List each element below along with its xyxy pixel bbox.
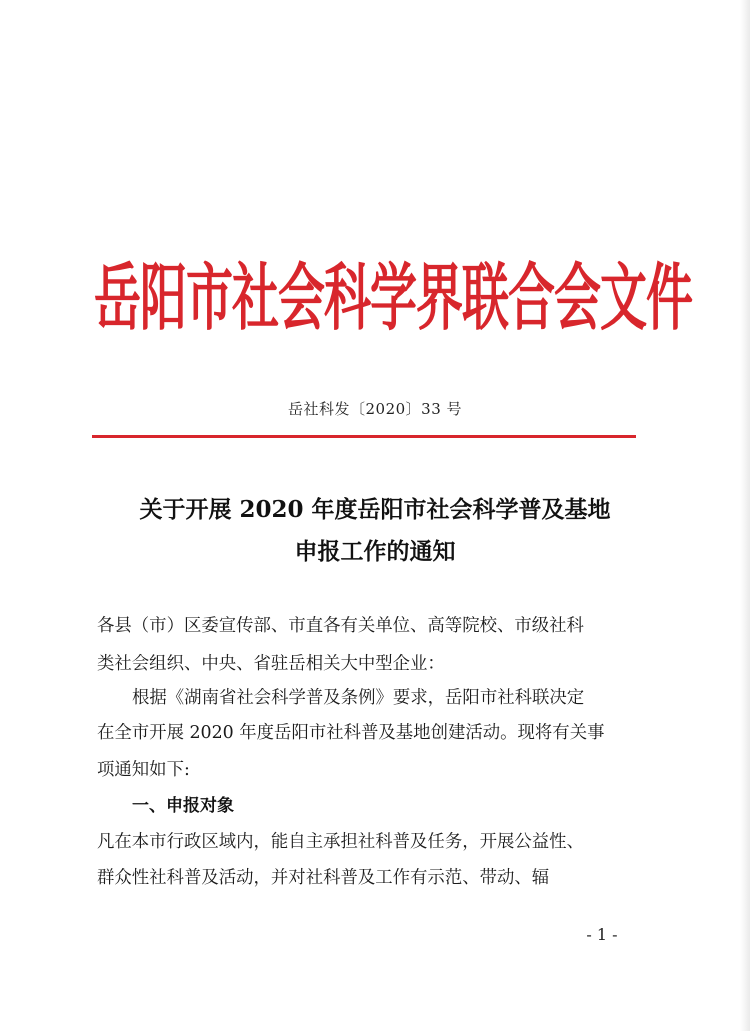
section-1-line-2: 群众性社科普及活动，并对社科普及工作有示范、带动、辐 (97, 868, 550, 888)
notice-title-line-2: 申报工作的通知 (294, 538, 456, 565)
page-number: - 1 - (586, 925, 618, 944)
paragraph-1-line-1: 根据《湖南省社会科学普及条例》要求，岳阳市社科联决定 (132, 688, 585, 708)
addressee-line-1: 各县（市）区委宣传部、市直各有关单位、高等院校、市级社科 (97, 616, 584, 636)
document-number: 岳社科发〔2020〕33 号 (287, 400, 463, 418)
section-1-line-1: 凡在本市行政区域内，能自主承担社科普及任务，开展公益性、 (97, 832, 584, 852)
paragraph-1-line-2: 在全市开展 2020 年度岳阳市社科普及基地创建活动。现将有关事 (97, 723, 605, 743)
paragraph-1-line-3: 项通知如下: (97, 760, 190, 780)
section-1-heading: 一、申报对象 (132, 796, 234, 816)
document-masthead: 岳阳市社会科学界联合会文件 (94, 256, 692, 342)
notice-title-line-1: 关于开展 2020 年度岳阳市社会科学普及基地 (139, 496, 611, 523)
red-separator-line (92, 435, 636, 438)
addressee-line-2: 类社会组织、中央、省驻岳相关大中型企业： (97, 654, 445, 674)
